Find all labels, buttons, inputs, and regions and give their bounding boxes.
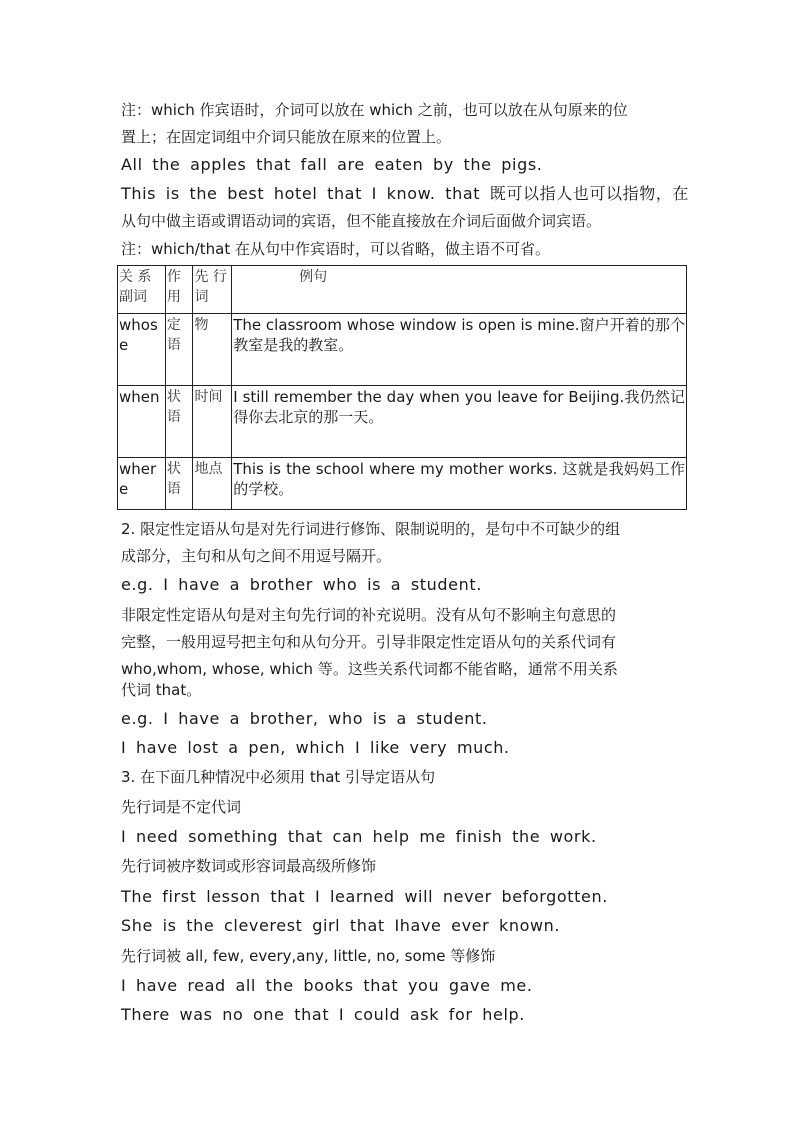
rule-line: 先行词是不定代词 xyxy=(121,798,242,816)
example-sentence: I have read all the books that you gave me. xyxy=(121,976,533,995)
table-cell: I still remember the day when you leave for Beijing.我仍然记得你去北京的那一天。 xyxy=(232,386,687,458)
table-cell: 时间 xyxy=(193,386,232,458)
table-row xyxy=(118,314,687,386)
rule-line: 先行词被序数词或形容词最高级所修饰 xyxy=(121,857,377,875)
table-cell: when xyxy=(118,386,166,458)
table-cell: The classroom whose window is open is mine.窗户开着的那个教室是我的教室。 xyxy=(232,314,687,386)
example-sentence: The first lesson that I learned will never beforgotten. xyxy=(121,887,608,906)
paragraph-line: 非限定性定语从句是对主句先行词的补充说明。没有从句不影响主句意思的 xyxy=(121,606,617,624)
table-cell: 定语 xyxy=(165,314,193,386)
example-sentence: I need something that can help me finish the work. xyxy=(121,827,597,846)
paragraph-line: who,whom, whose, which 等。这些关系代词都不能省略，通常不用关系 xyxy=(121,660,618,678)
header-label: 例句 xyxy=(299,269,328,285)
table-cell: 物 xyxy=(193,314,232,386)
header-cell xyxy=(232,266,687,314)
paragraph-line: 成部分，主句和从句之间不用逗号隔开。 xyxy=(121,547,392,565)
note-line: 注：which 作宾语时，介词可以放在 which 之前，也可以放在从句原来的位 xyxy=(121,101,628,119)
table-cell: 状语 xyxy=(165,458,193,510)
rule-line: 先行词被 all, few, every,any, little, no, some 等修饰 xyxy=(121,947,496,965)
paragraph-line: 代词 that。 xyxy=(121,681,202,699)
table-cell: where xyxy=(118,458,166,510)
note-line: 置上；在固定词组中介词只能放在原来的位置上。 xyxy=(121,128,452,146)
section-heading: 2. 限定性定语从句是对先行词进行修饰、限制说明的，是句中不可缺少的组 xyxy=(121,520,621,538)
section-heading: 3. 在下面几种情况中必须用 that 引导定语从句 xyxy=(121,768,436,786)
header-cell: 关 系副词 xyxy=(118,266,166,314)
example-sentence: e.g. I have a brother who is a student. xyxy=(121,575,482,594)
table-header-row xyxy=(118,266,687,314)
example-sentence: e.g. I have a brother, who is a student. xyxy=(121,709,488,728)
paragraph-line: 完整，一般用逗号把主句和从句分开。引导非限定性定语从句的关系代词有 xyxy=(121,633,617,651)
table-cell: 状语 xyxy=(165,386,193,458)
header-cell: 先 行词 xyxy=(193,266,232,314)
table-row xyxy=(118,386,687,458)
example-sentence: All the apples that fall are eaten by the pigs. xyxy=(121,155,543,174)
paragraph-line: 从句中做主语或谓语动词的宾语，但不能直接放在介词后面做介词宾语。 xyxy=(121,212,602,230)
table-cell: This is the school where my mother works. 这就是我妈妈工作的学校。 xyxy=(232,458,687,510)
table-cell: 地点 xyxy=(193,458,232,510)
example-sentence: There was no one that I could ask for help. xyxy=(121,1005,525,1024)
note-line: 注：which/that 在从句中作宾语时，可以省略，做主语不可省。 xyxy=(121,240,550,258)
example-sentence: I have lost a pen, which I like very much. xyxy=(121,738,510,757)
header-cell: 作用 xyxy=(165,266,193,314)
relative-adverb-table xyxy=(117,265,687,510)
table-cell: whose xyxy=(118,314,166,386)
example-sentence: She is the cleverest girl that Ihave ever known. xyxy=(121,916,561,935)
paragraph-line: This is the best hotel that I know. that 既可以指人也可以指物，在 xyxy=(121,184,690,203)
table-row xyxy=(118,458,687,510)
